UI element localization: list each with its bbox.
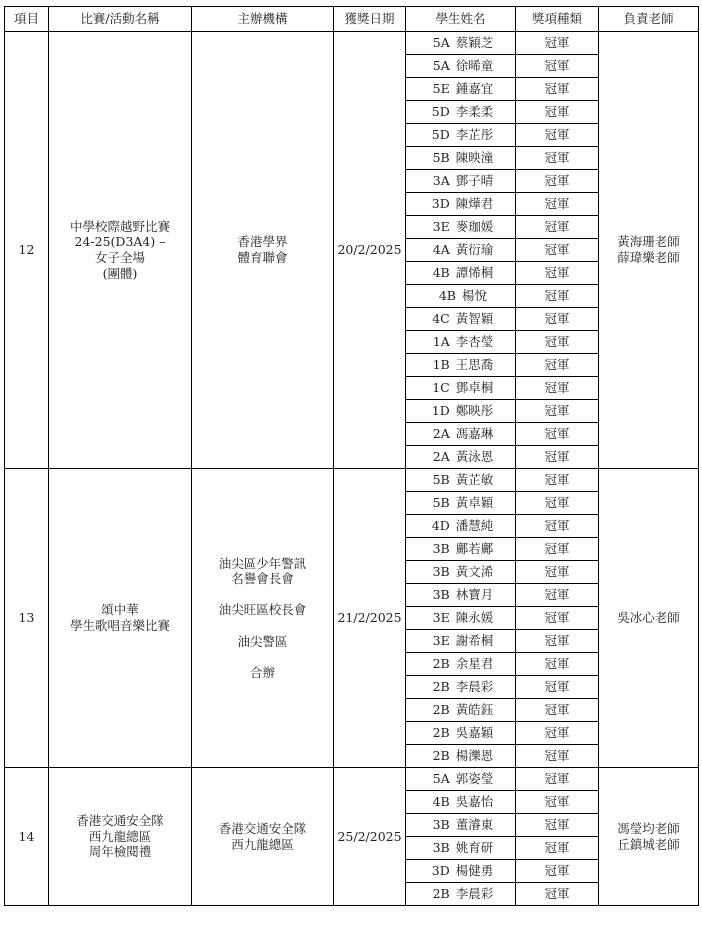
student-name: 李芷彤 [455, 127, 494, 143]
award-type: 冠軍 [516, 101, 599, 124]
student-cell [406, 423, 516, 446]
student-name: 陳永媛 [455, 610, 494, 626]
award-type: 冠軍 [516, 147, 599, 170]
student-name: 鄧子晴 [455, 173, 494, 189]
student-class: 1C [432, 380, 450, 396]
student-cell [406, 814, 516, 837]
student-class: 5B [432, 472, 450, 488]
student-cell [406, 515, 516, 538]
award-type: 冠軍 [516, 515, 599, 538]
student-name: 黃文浠 [455, 564, 494, 580]
student-class: 4B [432, 794, 450, 810]
teacher: 吳冰心老師 [599, 469, 699, 768]
teacher: 馮瑩均老師 丘鎮城老師 [599, 768, 699, 906]
award-type: 冠軍 [516, 78, 599, 101]
organizer: 香港學界 體育聯會 [192, 32, 334, 469]
student-name: 余星君 [455, 656, 494, 672]
student-class: 2A [432, 449, 450, 465]
header-award: 獎項種類 [516, 7, 599, 32]
student-class: 3E [432, 219, 450, 235]
header-organizer: 主辦機構 [192, 7, 334, 32]
student-name: 黃泳恩 [455, 449, 494, 465]
student-cell [406, 883, 516, 906]
award-type: 冠軍 [516, 216, 599, 239]
student-cell [406, 101, 516, 124]
student-name: 鄺若鄺 [455, 541, 494, 557]
student-class: 4A [432, 242, 450, 258]
award-type: 冠軍 [516, 308, 599, 331]
student-class: 4B [438, 288, 456, 304]
header-teacher: 負責老師 [599, 7, 699, 32]
student-cell [406, 676, 516, 699]
competition-name: 中學校際越野比賽 24-25(D3A4) – 女子全場 (團體) [49, 32, 192, 469]
student-name: 董濬東 [455, 817, 494, 833]
student-name: 陳燁君 [455, 196, 494, 212]
student-cell [406, 722, 516, 745]
student-class: 3B [432, 817, 450, 833]
student-name: 吳嘉怡 [455, 794, 494, 810]
award-type: 冠軍 [516, 354, 599, 377]
student-name: 徐晞童 [455, 58, 494, 74]
student-name: 鄧卓桐 [455, 380, 494, 396]
student-class: 3E [432, 633, 450, 649]
student-class: 2B [432, 679, 450, 695]
student-name: 林寶月 [455, 587, 494, 603]
item-number: 14 [5, 768, 49, 906]
student-class: 2A [432, 426, 450, 442]
table-row [5, 32, 699, 55]
award-type: 冠軍 [516, 469, 599, 492]
student-cell [406, 193, 516, 216]
student-name: 潘慧純 [455, 518, 494, 534]
student-class: 3B [432, 587, 450, 603]
student-cell [406, 699, 516, 722]
student-class: 3B [432, 840, 450, 856]
student-class: 3D [431, 196, 450, 212]
award-type: 冠軍 [516, 55, 599, 78]
item-number: 13 [5, 469, 49, 768]
student-class: 1B [432, 357, 450, 373]
student-cell [406, 124, 516, 147]
student-name: 李晨彩 [455, 679, 494, 695]
student-name: 鄭映彤 [455, 403, 494, 419]
award-type: 冠軍 [516, 285, 599, 308]
student-name: 黃卓穎 [455, 495, 494, 511]
item-number: 12 [5, 32, 49, 469]
header-date: 獲獎日期 [334, 7, 406, 32]
student-name: 黃芷敏 [455, 472, 494, 488]
student-name: 黃衍瑜 [455, 242, 494, 258]
student-cell [406, 262, 516, 285]
student-cell [406, 561, 516, 584]
award-type: 冠軍 [516, 538, 599, 561]
student-cell [406, 538, 516, 561]
awards-table [4, 6, 699, 906]
student-cell [406, 584, 516, 607]
student-cell [406, 400, 516, 423]
student-cell [406, 377, 516, 400]
student-cell [406, 469, 516, 492]
student-name: 鍾嘉宜 [455, 81, 494, 97]
header-student: 學生姓名 [406, 7, 516, 32]
award-type: 冠軍 [516, 768, 599, 791]
student-class: 2B [432, 702, 450, 718]
competition-name: 頌中華 學生歌唱音樂比賽 [49, 469, 192, 768]
student-class: 4D [431, 518, 450, 534]
student-class: 2B [432, 748, 450, 764]
award-type: 冠軍 [516, 676, 599, 699]
student-cell [406, 170, 516, 193]
table-body [5, 32, 699, 906]
teacher: 黃海珊老師 薛瑋樂老師 [599, 32, 699, 469]
student-cell [406, 285, 516, 308]
award-type: 冠軍 [516, 653, 599, 676]
award-type: 冠軍 [516, 492, 599, 515]
award-type: 冠軍 [516, 170, 599, 193]
award-type: 冠軍 [516, 124, 599, 147]
student-name: 楊健勇 [455, 863, 494, 879]
student-name: 麥珈媛 [455, 219, 494, 235]
award-type: 冠軍 [516, 814, 599, 837]
student-name: 謝希桐 [455, 633, 494, 649]
student-name: 李晨彩 [455, 886, 494, 902]
student-class: 3B [432, 541, 450, 557]
award-type: 冠軍 [516, 837, 599, 860]
award-type: 冠軍 [516, 860, 599, 883]
student-cell [406, 791, 516, 814]
student-cell [406, 446, 516, 469]
student-name: 黃智穎 [455, 311, 494, 327]
student-name: 吳嘉穎 [455, 725, 494, 741]
student-class: 3E [432, 610, 450, 626]
header-row [5, 7, 699, 32]
award-type: 冠軍 [516, 722, 599, 745]
award-type: 冠軍 [516, 423, 599, 446]
award-type: 冠軍 [516, 446, 599, 469]
award-type: 冠軍 [516, 561, 599, 584]
student-class: 2B [432, 725, 450, 741]
award-date: 20/2/2025 [334, 32, 406, 469]
organizer: 油尖區少年警訊 名譽會長會 油尖旺區校長會 油尖警區 合辦 [192, 469, 334, 768]
student-cell [406, 308, 516, 331]
student-cell [406, 55, 516, 78]
student-cell [406, 216, 516, 239]
header-item: 項目 [5, 7, 49, 32]
student-cell [406, 239, 516, 262]
organizer: 香港交通安全隊 西九龍總區 [192, 768, 334, 906]
award-type: 冠軍 [516, 630, 599, 653]
award-type: 冠軍 [516, 883, 599, 906]
award-type: 冠軍 [516, 239, 599, 262]
award-type: 冠軍 [516, 262, 599, 285]
award-type: 冠軍 [516, 699, 599, 722]
student-class: 5D [431, 127, 450, 143]
student-name: 蔡穎芝 [455, 35, 494, 51]
award-type: 冠軍 [516, 193, 599, 216]
student-class: 3B [432, 564, 450, 580]
student-cell [406, 860, 516, 883]
student-name: 李杏瑩 [455, 334, 494, 350]
student-name: 陳映潼 [455, 150, 494, 166]
student-class: 5A [432, 58, 450, 74]
student-cell [406, 630, 516, 653]
student-name: 譚悕桐 [455, 265, 494, 281]
student-cell [406, 607, 516, 630]
student-class: 5D [431, 104, 450, 120]
award-date: 25/2/2025 [334, 768, 406, 906]
award-type: 冠軍 [516, 32, 599, 55]
competition-name: 香港交通安全隊 西九龍總區 周年檢閱禮 [49, 768, 192, 906]
student-name: 馮嘉琳 [455, 426, 494, 442]
table-row [5, 768, 699, 791]
student-class: 5B [432, 150, 450, 166]
student-class: 2B [432, 656, 450, 672]
student-class: 4B [432, 265, 450, 281]
student-class: 3D [431, 863, 450, 879]
student-class: 1D [431, 403, 450, 419]
student-name: 郭姿瑩 [455, 771, 494, 787]
student-class: 5A [432, 771, 450, 787]
student-cell [406, 837, 516, 860]
student-name: 楊悅 [461, 288, 487, 304]
student-class: 5B [432, 495, 450, 511]
student-cell [406, 147, 516, 170]
award-type: 冠軍 [516, 791, 599, 814]
student-class: 4C [432, 311, 450, 327]
student-name: 楊濼恩 [455, 748, 494, 764]
student-cell [406, 768, 516, 791]
award-type: 冠軍 [516, 584, 599, 607]
award-date: 21/2/2025 [334, 469, 406, 768]
student-class: 1A [432, 334, 450, 350]
student-cell [406, 32, 516, 55]
award-type: 冠軍 [516, 377, 599, 400]
award-type: 冠軍 [516, 400, 599, 423]
student-class: 2B [432, 886, 450, 902]
student-cell [406, 331, 516, 354]
student-name: 李柔柔 [455, 104, 494, 120]
table-row [5, 469, 699, 492]
student-cell [406, 78, 516, 101]
student-class: 5E [432, 81, 450, 97]
student-cell [406, 653, 516, 676]
award-type: 冠軍 [516, 331, 599, 354]
student-name: 姚育研 [455, 840, 494, 856]
award-type: 冠軍 [516, 607, 599, 630]
student-cell [406, 492, 516, 515]
student-cell [406, 745, 516, 768]
student-class: 3A [432, 173, 450, 189]
student-name: 王思喬 [455, 357, 494, 373]
student-name: 黃皓鈺 [455, 702, 494, 718]
header-name: 比賽/活動名稱 [49, 7, 192, 32]
student-cell [406, 354, 516, 377]
student-class: 5A [432, 35, 450, 51]
award-type: 冠軍 [516, 745, 599, 768]
